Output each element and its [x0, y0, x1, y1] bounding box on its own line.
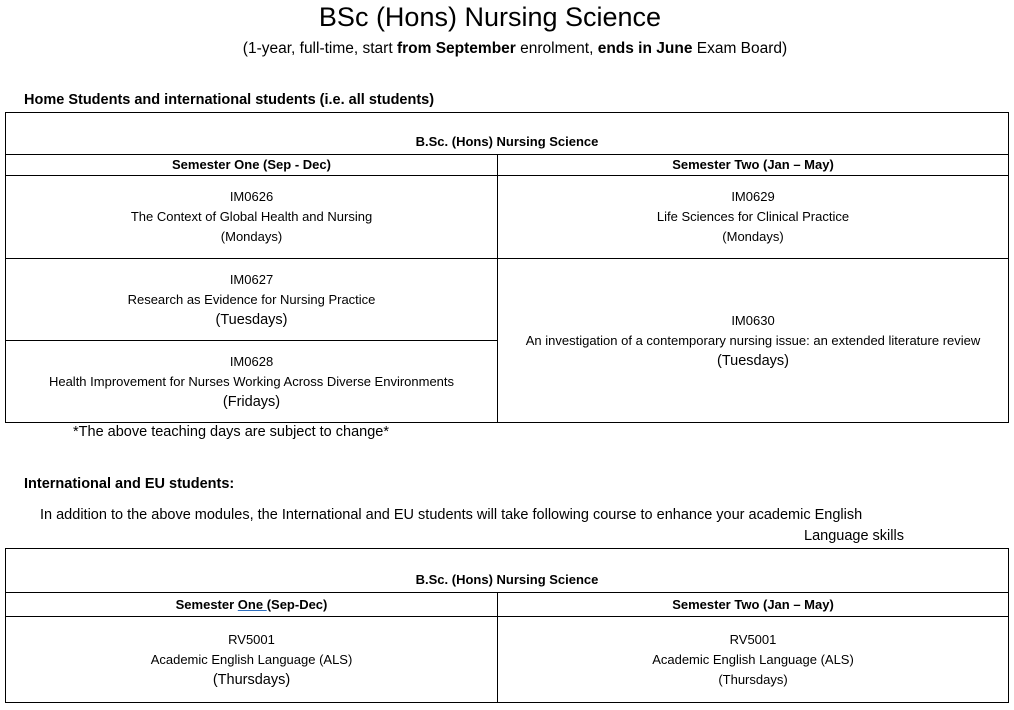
module-day: (Fridays) [222, 393, 281, 410]
module-day: (Tuesdays) [717, 352, 789, 369]
module-day: (Thursdays) [212, 671, 291, 688]
module-cell-im0630 [498, 259, 1009, 423]
module-cell-im0628 [6, 341, 498, 423]
module-day: (Mondays) [220, 229, 283, 244]
table2-semester-one-header [6, 593, 498, 617]
international-students-table [5, 548, 1009, 703]
module-code: IM0627 [229, 271, 274, 287]
module-cell-rv5001-sem2 [498, 617, 1009, 703]
module-code: RV5001 [228, 631, 275, 647]
table1-semester-one-header: Semester One (Sep - Dec) [6, 155, 498, 176]
module-title: Life Sciences for Clinical Practice [656, 209, 850, 224]
module-day: (Tuesdays) [215, 311, 288, 328]
module-title: Academic English Language (ALS) [652, 651, 854, 667]
teaching-days-note: *The above teaching days are subject to change* [73, 424, 389, 440]
module-title: Research as Evidence for Nursing Practice [127, 291, 376, 307]
header-part: Semester [175, 596, 238, 612]
module-day: (Mondays) [722, 229, 784, 244]
module-cell-rv5001-sem1 [6, 617, 498, 703]
module-code: IM0630 [731, 312, 775, 328]
section2-paragraph-line1: In addition to the above modules, the International and EU students will take following course to enhance your academic English [40, 507, 863, 523]
module-title: Academic English Language (ALS) [150, 651, 353, 667]
table1-semester-two-header: Semester Two (Jan – May) [498, 155, 1009, 176]
table2-caption: B.Sc. (Hons) Nursing Science [6, 549, 1009, 593]
module-day: (Thursdays) [718, 671, 788, 687]
module-code: IM0629 [731, 189, 775, 204]
module-code: IM0626 [229, 189, 274, 204]
header-part-underlined: One [237, 596, 267, 612]
section2-heading: International and EU students: [24, 476, 235, 492]
module-cell-im0629 [498, 176, 1009, 259]
module-cell-im0626 [6, 176, 498, 259]
table2-semester-two-header: Semester Two (Jan – May) [498, 593, 1009, 617]
subtitle-part-3: Exam Board) [692, 40, 788, 57]
subtitle-part-2: enrolment, [515, 40, 598, 57]
module-code: IM0628 [229, 353, 274, 369]
page-title: BSc (Hons) Nursing Science [318, 2, 662, 32]
subtitle-end-bold: ends in June [597, 40, 693, 57]
page-subtitle [0, 40, 1014, 58]
module-title: Health Improvement for Nurses Working Across Diverse Environments [48, 373, 455, 389]
module-cell-im0627 [6, 259, 498, 341]
subtitle-part-1: (1-year, full-time, start [242, 40, 397, 57]
header-part: (Sep-Dec) [266, 596, 328, 612]
module-title: The Context of Global Health and Nursing [130, 209, 373, 224]
module-code: RV5001 [729, 631, 777, 647]
table1-caption: B.Sc. (Hons) Nursing Science [6, 113, 1009, 155]
subtitle-start-bold: from September [396, 40, 516, 57]
section2-paragraph-line2: Language skills [804, 528, 904, 544]
section1-heading: Home Students and international students (i.e. all students) [24, 92, 435, 108]
module-title: An investigation of a contemporary nursing issue: an extended literature review [525, 332, 981, 348]
all-students-table [5, 112, 1009, 423]
